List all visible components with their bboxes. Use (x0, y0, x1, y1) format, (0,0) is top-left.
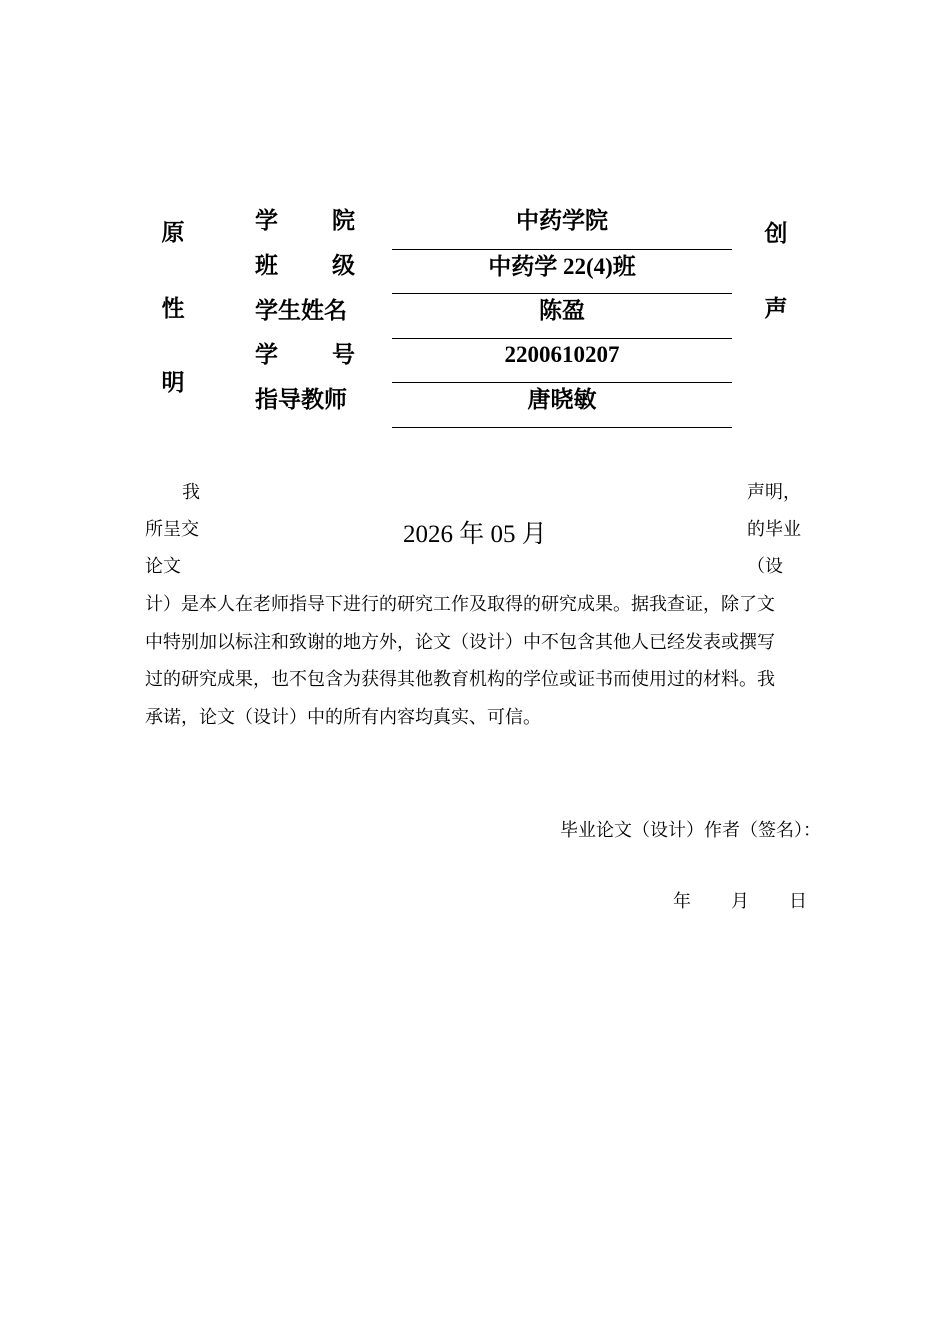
declaration-fragment-right-2: 的毕业 (747, 519, 801, 539)
label-class: 班 级 (255, 253, 355, 278)
value-student-name: 陈盈 (539, 298, 585, 323)
underline (392, 382, 732, 383)
paragraph-line: 承诺，论文（设计）中的所有内容均真实、可信。 (145, 706, 541, 727)
declaration-paragraph (145, 586, 807, 736)
declaration-fragment-left-3: 论文 (145, 556, 181, 576)
paragraph-line: 计）是本人在老师指导下进行的研究工作及取得的研究成果。据我查证，除了文 (145, 594, 775, 614)
underline (392, 338, 732, 339)
declaration-fragment-right-1: 声明， (747, 482, 801, 502)
value-advisor: 唐晓敏 (527, 387, 597, 412)
heading-char-xing: 性 (161, 296, 185, 321)
declaration-fragment-left-1: 我 (182, 482, 200, 502)
underline (392, 293, 732, 294)
paragraph-line: 中特别加以标注和致谢的地方外，论文（设计）中不包含其他人已经发表或撰写 (145, 631, 775, 652)
value-college: 中药学院 (516, 208, 608, 233)
label-student-name: 学生姓名 (255, 298, 347, 323)
value-student-id: 2200610207 (504, 342, 620, 367)
heading-char-yuan: 原 (161, 220, 185, 245)
value-class: 中药学 22(4)班 (488, 254, 636, 279)
heading-char-ming: 明 (161, 370, 185, 395)
signature-date-day: 日 (789, 891, 807, 911)
signature-date-year: 年 (673, 891, 691, 911)
heading-char-sheng: 声 (764, 296, 788, 321)
label-college: 学 院 (255, 208, 355, 233)
heading-char-chuang: 创 (764, 221, 788, 246)
signature-label: 毕业论文（设计）作者（签名）： (560, 820, 821, 840)
underline (392, 249, 732, 250)
label-student-id: 学 号 (255, 342, 355, 367)
declaration-fragment-left-2: 所呈交 (145, 519, 199, 539)
paragraph-line: 过的研究成果，也不包含为获得其他教育机构的学位或证书而使用过的材料。我 (145, 669, 775, 689)
underline (392, 427, 732, 428)
declaration-fragment-right-3: （设 (747, 556, 783, 576)
label-advisor: 指导教师 (255, 387, 347, 412)
signature-date-month: 月 (731, 891, 749, 911)
document-date: 2026 年 05 月 (403, 521, 547, 548)
